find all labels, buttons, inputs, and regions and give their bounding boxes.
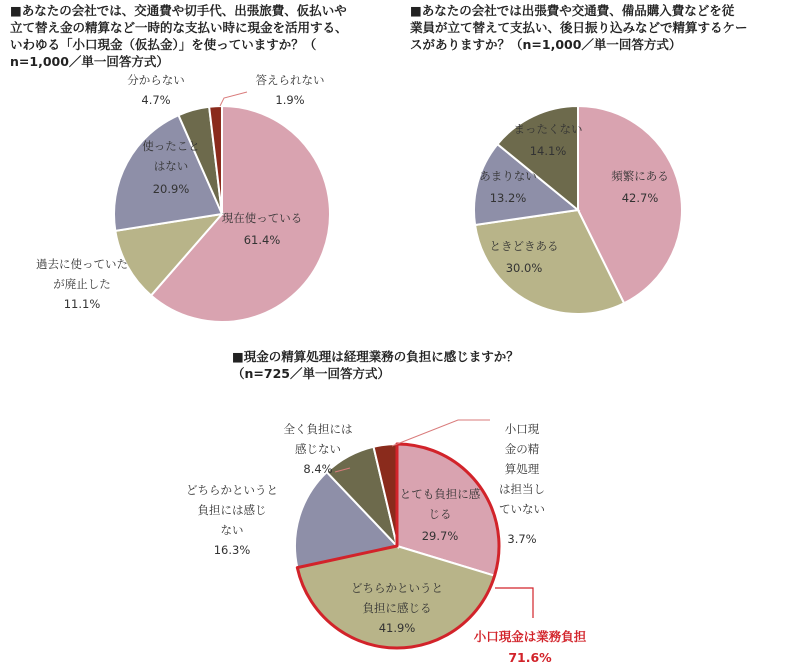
slice-percent: 20.9%: [152, 182, 190, 196]
slice-percent: 42.7%: [621, 191, 659, 205]
highlight-leader: [495, 588, 533, 618]
slice-label: どちらかというと負担には感じない: [186, 483, 278, 537]
slice-percent: 30.0%: [505, 261, 543, 275]
pie-chart-3: [186, 420, 587, 665]
leader-line: [392, 420, 490, 446]
slice-label: 使ったことはない: [142, 139, 200, 173]
slice-percent: 11.1%: [63, 297, 101, 311]
pie-chart-2: [474, 106, 682, 314]
slice-label: あまりない: [479, 169, 537, 183]
chart-2-title: ■あなたの会社では出張費や交通費、備品購入費などを従 業員が立て替えて支払い、後日振り込みなどで精算するケー スがありますか？（n=1,000／単一回答方式）: [410, 3, 748, 52]
chart-3-title: ■現金の精算処理は経理業務の負担に感じますか？ （n=725／単一回答方式）: [232, 349, 519, 381]
slice-label: どちらかというと負担に感じる: [351, 581, 443, 615]
slice-label: 答えられない: [255, 73, 325, 87]
slice-label: 頻繁にある: [611, 169, 669, 183]
slice-percent: 61.4%: [243, 233, 281, 247]
slice-percent: 8.4%: [303, 462, 333, 476]
slice-percent: 29.7%: [421, 529, 459, 543]
slice-label: 小口現金の精算処理は担当していない: [499, 422, 545, 516]
slice-percent: 3.7%: [507, 532, 537, 546]
slice-percent: 41.9%: [378, 621, 416, 635]
slice-percent: 1.9%: [275, 93, 305, 107]
slice-label: 現在使っている: [221, 211, 303, 225]
chart-1-title: ■あなたの会社では、交通費や切手代、出張旅費、仮払いや 立て替え金の精算など一時的な支払い時に現金を活用する、 いわゆる「小口現金（仮払金）」を使っていますか？（ n=1,000／単一回答方式）: [10, 3, 348, 69]
leader-line: [220, 92, 247, 106]
slice-label: とても負担に感じる: [399, 487, 481, 521]
slice-percent: 14.1%: [529, 144, 567, 158]
slice-label: 過去に使っていたが廃止した: [36, 257, 128, 291]
highlight-label: 小口現金は業務負担: [473, 629, 587, 644]
slice-percent: 16.3%: [213, 543, 251, 557]
slice-percent: 13.2%: [489, 191, 527, 205]
slice-percent: 4.7%: [141, 93, 171, 107]
slice-label: まったくない: [513, 122, 583, 136]
slice-label: 全く負担には感じない: [283, 422, 353, 456]
slice-label: ときどきある: [489, 239, 559, 253]
highlight-value: 71.6%: [508, 650, 552, 665]
slice-label: 分からない: [127, 73, 185, 87]
pie-chart-1: [36, 73, 330, 322]
